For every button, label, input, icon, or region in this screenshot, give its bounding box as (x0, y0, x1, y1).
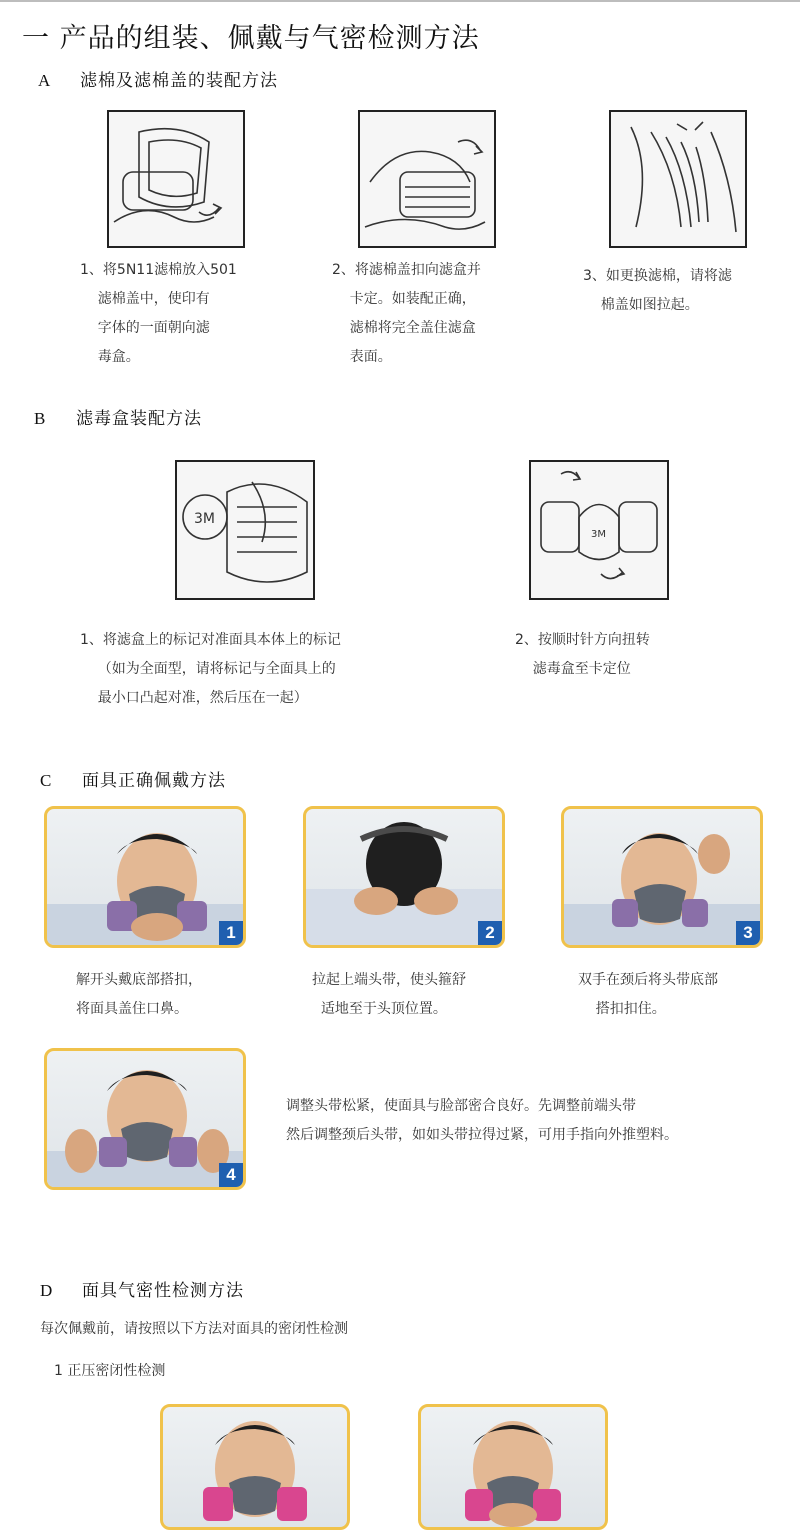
logo-3m-b2: 3M (591, 529, 606, 540)
step-c3-caption: 双手在颈后将头带底部 搭扣扣住。 (578, 972, 718, 1017)
step-badge-c4: 4 (219, 1163, 243, 1187)
section-d-intro: 每次佩戴前，请按照以下方法对面具的密闭性检测 (40, 1321, 348, 1337)
section-d-heading (40, 1276, 244, 1301)
step-a2-caption: 2、将滤棉盖扣向滤盒并 卡定。如装配正确， 滤棉将完全盖住滤盒 表面。 (332, 262, 481, 365)
logo-3m-b1: 3M (194, 511, 215, 527)
step-b2-caption: 2、按顺时针方向扭转 滤毒盒至卡定位 (515, 632, 650, 677)
section-c-letter: C (40, 771, 53, 790)
step-c1-caption: 解开头戴底部搭扣， 将面具盖住口鼻。 (76, 972, 202, 1017)
illustration-a2 (358, 110, 496, 248)
step-c2-caption: 拉起上端头带，使头箍舒 适地至于头顶位置。 (312, 972, 466, 1017)
photo-d2 (418, 1404, 608, 1530)
section-b-heading (34, 404, 202, 429)
section-d-title: 面具气密性检测方法 (82, 1281, 244, 1301)
photo-c1 (44, 806, 246, 948)
photo-c2 (303, 806, 505, 948)
step-badge-c2: 2 (478, 921, 502, 945)
section-d-sub1: 1 正压密闭性检测 (54, 1363, 166, 1379)
section-a-heading (38, 66, 278, 91)
top-divider (0, 0, 800, 2)
section-c-title: 面具正确佩戴方法 (82, 771, 226, 791)
step-b1-caption: 1、将滤盒上的标记对准面具本体上的标记 （如为全面型，请将标记与全面具上的 最小口凸起对准，然后压在一起） (80, 632, 341, 706)
section-c-heading (40, 766, 226, 791)
section-a-letter: A (38, 71, 52, 90)
step-c4-caption: 调整头带松紧，使面具与脸部密合良好。先调整前端头带 然后调整颈后头带，如如头带拉得过紧，可用手指向外推塑料。 (286, 1098, 678, 1143)
photo-c4 (44, 1048, 246, 1190)
illustration-a3 (609, 110, 747, 248)
section-d-letter: D (40, 1281, 54, 1300)
step-a1-caption: 1、将5N11滤棉放入501 滤棉盖中，使印有 字体的一面朝向滤 毒盒。 (80, 262, 237, 365)
section-b-letter: B (34, 409, 47, 428)
section-b-title: 滤毒盒装配方法 (76, 409, 202, 429)
section-a-title: 滤棉及滤棉盖的装配方法 (80, 71, 278, 91)
illustration-b1 (175, 460, 315, 600)
step-a3-caption: 3、如更换滤棉，请将滤 棉盖如图拉起。 (583, 268, 732, 313)
illustration-a1 (107, 110, 245, 248)
illustration-b2 (529, 460, 669, 600)
page-title: 一 产品的组装、佩戴与气密检测方法 (22, 23, 480, 54)
step-badge-c1: 1 (219, 921, 243, 945)
photo-c3 (561, 806, 763, 948)
photo-d1 (160, 1404, 350, 1530)
step-badge-c3: 3 (736, 921, 760, 945)
